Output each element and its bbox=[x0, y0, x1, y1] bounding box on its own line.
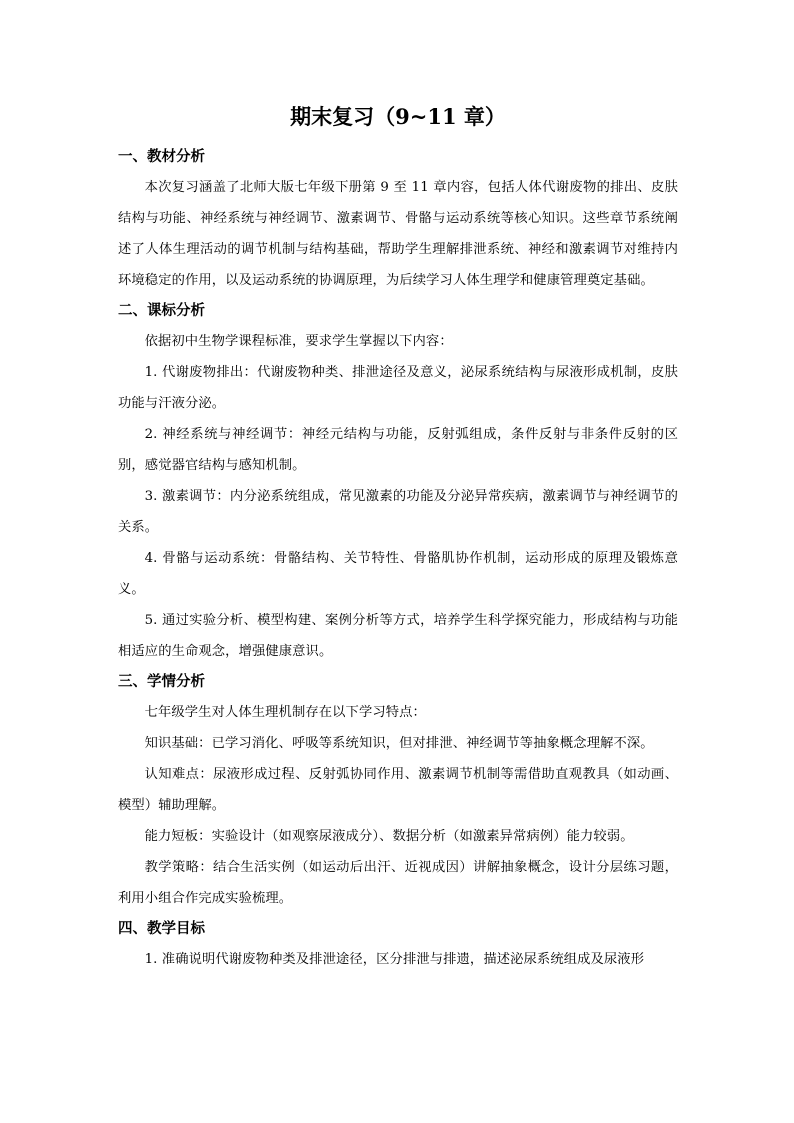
list-item: 4. 骨骼与运动系统：骨骼结构、关节特性、骨骼肌协作机制，运动形成的原理及锻炼意义。 bbox=[118, 551, 678, 597]
section-textbook-analysis bbox=[118, 142, 678, 296]
section-curriculum-analysis bbox=[118, 296, 678, 667]
section-heading: 四、教学目标 bbox=[118, 921, 205, 937]
paragraph: 本次复习涵盖了北师大版七年级下册第 9 至 11 章内容，包括人体代谢废物的排出、皮肤结构与功能、神经系统与神经调节、激素调节、骨骼与运动系统等核心知识。这些章节系统阐述了人体生理活动的调节机制与结构基础，帮助学生理解排泄系统、神经和激素调节对维持内环境稳定的作用，以及运动系统的协调原理，为后续学习人体生理学和健康管理奠定基础。 bbox=[118, 180, 678, 288]
list-item: 3. 激素调节：内分泌系统组成，常见激素的功能及分泌异常疾病，激素调节与神经调节的关系。 bbox=[118, 489, 678, 535]
list-item: 能力短板：实验设计（如观察尿液成分）、数据分析（如激素异常病例）能力较弱。 bbox=[144, 829, 634, 844]
section-intro: 七年级学生对人体生理机制存在以下学习特点： bbox=[144, 705, 426, 720]
list-item: 1. 准确说明代谢废物种类及排泄途径，区分排泄与排遗，描述泌尿系统组成及尿液形 bbox=[144, 952, 645, 967]
section-heading: 一、教材分析 bbox=[118, 149, 205, 165]
section-learner-analysis bbox=[118, 667, 678, 914]
document-title: 期末复习（9~11 章） bbox=[290, 104, 506, 129]
section-heading: 三、学情分析 bbox=[118, 674, 205, 690]
section-teaching-goals bbox=[118, 914, 678, 975]
list-item: 认知难点：尿液形成过程、反射弧协同作用、激素调节机制等需借助直观教具（如动画、模型）辅助理解。 bbox=[118, 767, 678, 813]
list-item: 1. 代谢废物排出：代谢废物种类、排泄途径及意义，泌尿系统结构与尿液形成机制，皮肤功能与汗液分泌。 bbox=[118, 365, 678, 411]
document-page bbox=[118, 96, 678, 975]
list-item: 2. 神经系统与神经调节：神经元结构与功能，反射弧组成，条件反射与非条件反射的区别，感觉器官结构与感知机制。 bbox=[118, 427, 678, 473]
section-intro: 依据初中生物学课程标准，要求学生掌握以下内容： bbox=[144, 334, 453, 349]
list-item: 教学策略：结合生活实例（如运动后出汗、近视成因）讲解抽象概念，设计分层练习题，利用小组合作完成实验梳理。 bbox=[118, 860, 678, 906]
list-item: 知识基础：已学习消化、呼吸等系统知识，但对排泄、神经调节等抽象概念理解不深。 bbox=[144, 736, 654, 751]
list-item: 5. 通过实验分析、模型构建、案例分析等方式，培养学生科学探究能力，形成结构与功能相适应的生命观念，增强健康意识。 bbox=[118, 613, 678, 659]
section-heading: 二、课标分析 bbox=[118, 303, 205, 319]
